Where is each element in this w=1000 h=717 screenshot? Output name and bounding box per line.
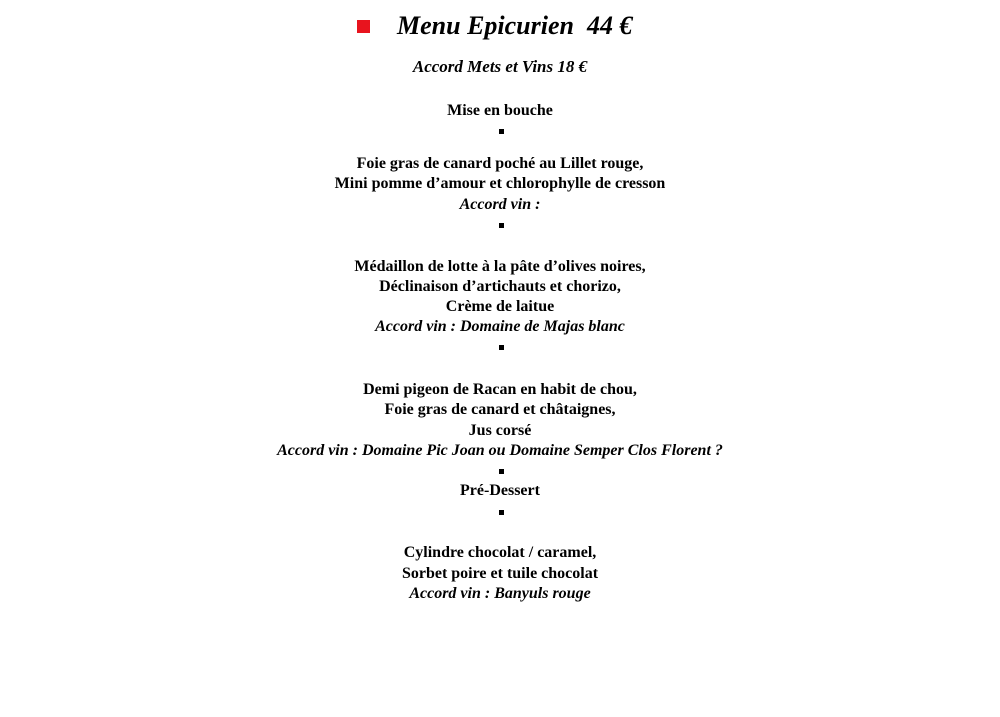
wine-pairing-price: Accord Mets et Vins 18 € [412, 57, 588, 76]
pre-dessert: Pré-Dessert [460, 482, 540, 499]
menu-title: Menu Epicurien 44 € [397, 11, 633, 40]
separator-bullet-icon [499, 345, 504, 350]
red-square-bullet-icon [357, 20, 370, 33]
course3-line3: Jus corsé [468, 422, 532, 439]
course1-line1: Foie gras de canard poché au Lillet rouge, [356, 155, 644, 172]
course2-line2: Déclinaison d’artichauts et chorizo, [379, 278, 621, 295]
separator-bullet-icon [499, 469, 504, 474]
dessert-line1: Cylindre chocolat / caramel, [403, 544, 597, 561]
dessert-wine: Accord vin : Banyuls rouge [409, 585, 591, 602]
menu-title-row [0, 8, 1000, 44]
dessert-line2: Sorbet poire et tuile chocolat [401, 565, 599, 582]
course2-wine: Accord vin : Domaine de Majas blanc [375, 318, 625, 335]
course3-line2: Foie gras de canard et châtaignes, [384, 401, 616, 418]
separator-bullet-icon [499, 510, 504, 515]
course3-wine: Accord vin : Domaine Pic Joan ou Domaine Semper Clos Florent ? [277, 442, 723, 459]
separator-bullet-icon [499, 223, 504, 228]
course2-line1: Médaillon de lotte à la pâte d’olives noires, [354, 258, 646, 275]
course3-line1: Demi pigeon de Racan en habit de chou, [363, 381, 637, 398]
course1-wine: Accord vin : [459, 196, 541, 213]
amuse-bouche: Mise en bouche [447, 102, 553, 119]
separator-bullet-icon [499, 129, 504, 134]
course1-line2: Mini pomme d’amour et chlorophylle de cresson [334, 175, 666, 192]
course2-line3: Crème de laitue [445, 298, 555, 315]
